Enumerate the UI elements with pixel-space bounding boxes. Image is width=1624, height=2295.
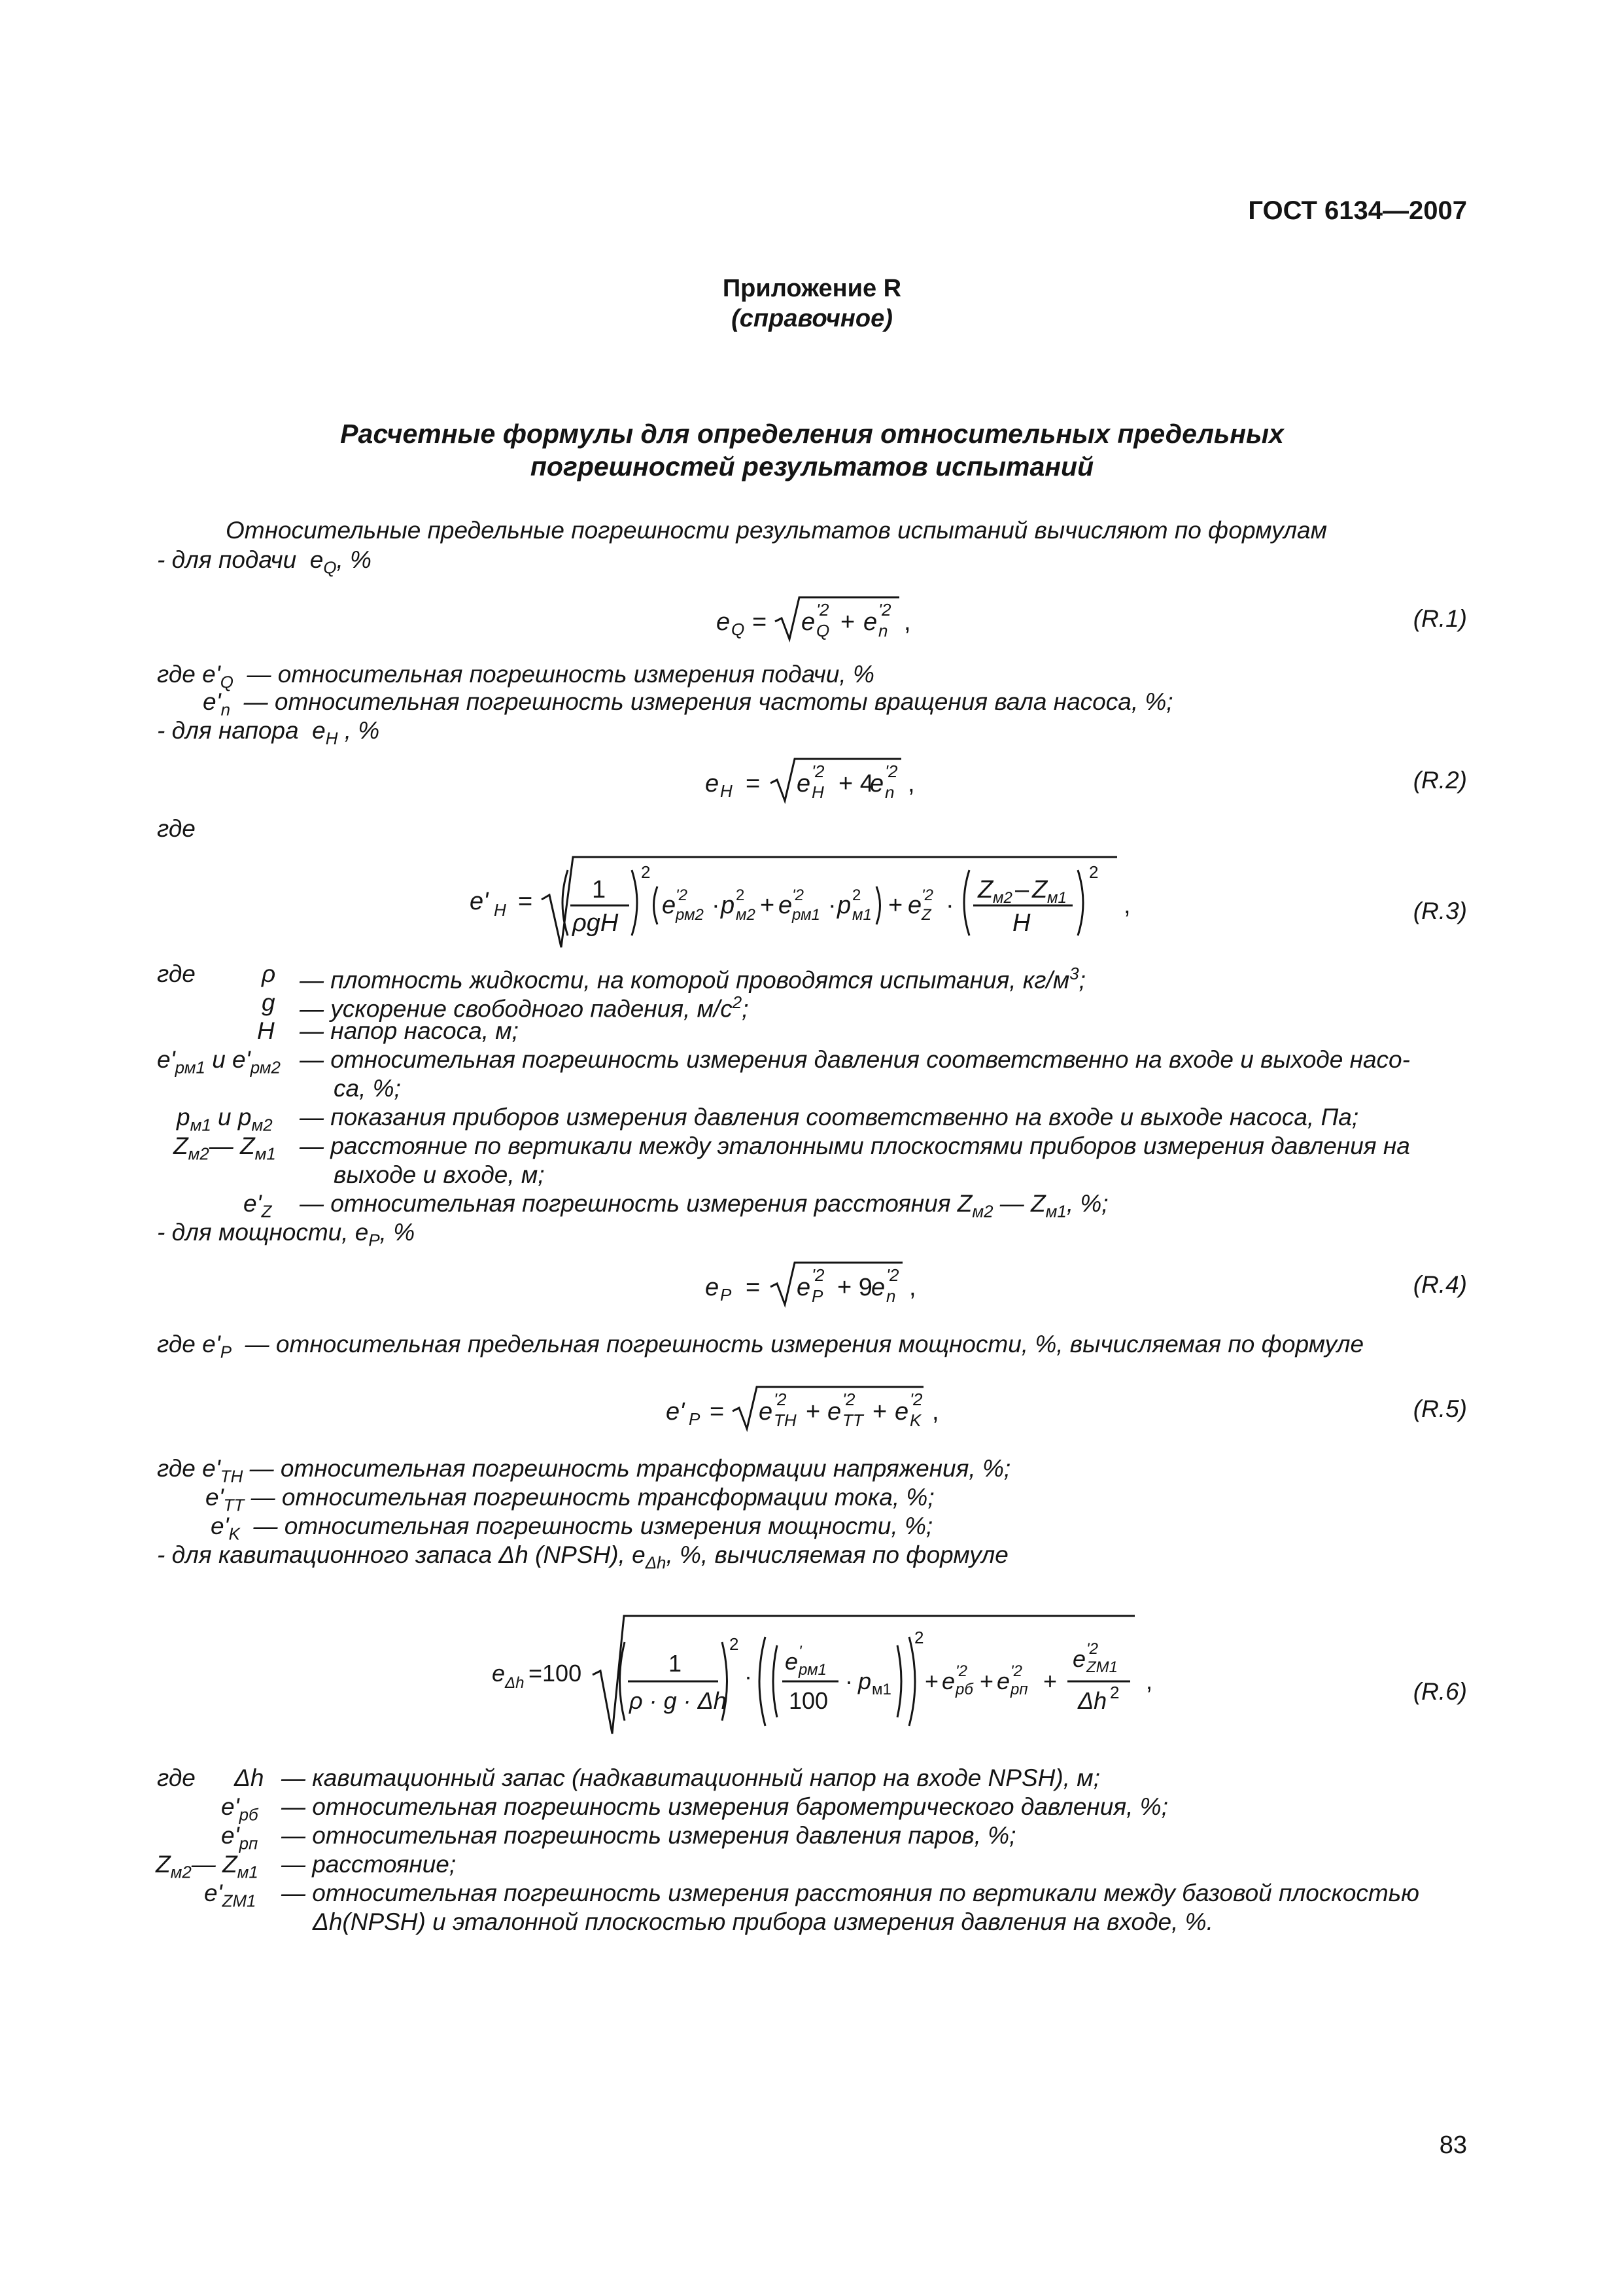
svg-text:2: 2 (641, 862, 651, 882)
def-g-desc: — ускорение свободного падения, $м/с^2$; (300, 994, 749, 1023)
svg-text:e': e' (666, 1398, 685, 1426)
svg-text:,: , (908, 770, 915, 797)
section-heading-line2: погрешностей результатов испытаний (530, 451, 1094, 482)
svg-text:e: e (870, 770, 884, 797)
svg-text:H: H (1012, 909, 1031, 937)
svg-text:Q: Q (731, 620, 745, 639)
svg-text:e: e (827, 1398, 842, 1426)
def-z6-desc: — расстояние; (281, 1851, 457, 1878)
svg-text:1: 1 (592, 876, 606, 903)
svg-text:2: 2 (1110, 1683, 1120, 1702)
def-ezm1-desc: — относительная погрешность измерения расстояния по вертикали между базовой плоскостью (281, 1880, 1419, 1906)
svg-text:+: + (806, 1398, 821, 1426)
svg-text:Q: Q (816, 621, 830, 640)
svg-text:e: e (662, 892, 676, 919)
def-z6-symbol: $Z_{м2}—$ $Z_{м1}$ (156, 1851, 258, 1882)
svg-text:м1: м1 (852, 906, 872, 924)
def-g-symbol: g (262, 989, 275, 1016)
svg-text:e: e (778, 892, 793, 919)
formula-r2 (0, 752, 1624, 811)
svg-text:=: = (746, 770, 761, 797)
svg-text:n: n (885, 782, 895, 802)
svg-text:·: · (946, 892, 954, 919)
svg-text:рм1: рм1 (792, 906, 820, 924)
svg-text:P: P (812, 1286, 823, 1306)
def-H-symbol: H (257, 1017, 275, 1044)
svg-text:'2: '2 (910, 1390, 923, 1409)
annex-title: Приложение R (722, 275, 902, 302)
svg-text:ρgH: ρgH (572, 909, 619, 937)
svg-text:+ 9: + 9 (837, 1274, 872, 1301)
svg-text:'2: '2 (886, 1265, 899, 1285)
svg-text:1: 1 (668, 1650, 682, 1677)
def-ez-symbol: $e'_Z$ (243, 1190, 272, 1221)
formula-r5 (0, 1380, 1624, 1439)
svg-text:=: = (710, 1398, 725, 1426)
svg-text:'2: '2 (885, 762, 898, 781)
flow-item (157, 545, 371, 583)
svg-text:'2: '2 (792, 886, 804, 904)
svg-text:,: , (932, 1398, 939, 1426)
def-dh-symbol: Δh (234, 1764, 264, 1791)
svg-text:'2: '2 (878, 600, 891, 620)
svg-text:': ' (799, 1643, 802, 1660)
svg-text:'2: '2 (774, 1390, 787, 1409)
def-eTT: $e'_{TT}$ — относительная погрешность трансформации тока, %; (205, 1484, 935, 1515)
svg-text:=: = (746, 1274, 761, 1301)
def-z-desc: — расстояние по вертикали между эталонными плоскостями приборов измерения давления на (300, 1132, 1410, 1159)
svg-text:TT: TT (842, 1410, 863, 1430)
def-pm-symbol: $p_{м1}$ и $p_{м2}$ (177, 1104, 273, 1135)
svg-text:+: + (760, 892, 775, 919)
flow-item-symbol: $e_Q$ (309, 546, 337, 578)
svg-text:'2: '2 (956, 1662, 967, 1680)
svg-text:'2: '2 (1011, 1662, 1022, 1680)
svg-text:м2: м2 (736, 906, 755, 924)
svg-text:рб: рб (956, 1681, 973, 1698)
svg-text:e: e (759, 1398, 773, 1426)
svg-text:'2: '2 (1086, 1640, 1098, 1658)
def-epm-desc2: са, %; (334, 1075, 401, 1102)
svg-text:'2: '2 (812, 1265, 825, 1285)
formula-r6 (0, 1609, 1624, 1740)
svg-text:e: e (895, 1398, 909, 1426)
svg-text:ρ · g · Δh: ρ · g · Δh (629, 1687, 727, 1714)
svg-text:e: e (797, 770, 811, 797)
def-epp-desc: — относительная погрешность измерения давления паров, %; (281, 1822, 1016, 1849)
svg-text:K: K (910, 1410, 922, 1430)
page-number: 83 (1439, 2131, 1467, 2159)
def-rho-symbol: ρ (262, 960, 276, 987)
svg-text:Z: Z (1032, 876, 1048, 903)
svg-text:100: 100 (789, 1687, 829, 1714)
def-rho-desc: — плотность жидкости, на которой проводятся испытания, $кг/м^3$; (300, 965, 1086, 994)
formula-r3 (0, 850, 1624, 955)
svg-text:+: + (872, 1398, 888, 1426)
svg-text:e: e (797, 1274, 811, 1301)
svg-text:·: · (828, 892, 837, 919)
svg-text:'2: '2 (922, 886, 933, 904)
svg-text:=: = (752, 608, 767, 636)
section-heading-line1: Расчетные формулы для определения относительных предельных (340, 419, 1284, 449)
svg-text:+ 4: + 4 (838, 770, 874, 797)
svg-text:'2: '2 (842, 1390, 855, 1409)
svg-text:Z: Z (978, 876, 993, 903)
svg-text:,: , (1124, 892, 1131, 919)
flow-item-label: - для подачи (157, 546, 297, 573)
formula-r1 (0, 592, 1624, 651)
head-item: - для напора $e_H$ , % (157, 717, 380, 748)
svg-text:e: e (863, 608, 878, 636)
svg-text:p: p (721, 892, 735, 919)
flow-item-unit: , % (336, 546, 371, 573)
svg-text:e: e (942, 1668, 956, 1694)
annex-subtitle: (справочное) (731, 305, 893, 332)
equation-number-r2: (R.2) (1413, 767, 1467, 794)
svg-text:2: 2 (729, 1634, 739, 1654)
def-ez-desc: — относительная погрешность измерения расстояния $Z_{м2}$ — $Z_{м1}$, %; (300, 1190, 1109, 1221)
svg-text:'2: '2 (676, 886, 687, 904)
svg-text:e: e (801, 608, 816, 636)
svg-text:2: 2 (1089, 862, 1099, 882)
svg-text:e: e (871, 1274, 886, 1301)
svg-text:'2: '2 (816, 600, 829, 620)
svg-text:м1: м1 (1047, 889, 1067, 907)
svg-text:e: e (705, 1274, 719, 1301)
svg-text:рм2: рм2 (676, 906, 704, 924)
svg-text:'2: '2 (812, 762, 825, 781)
svg-text:Δh: Δh (1078, 1687, 1107, 1714)
svg-text:,: , (909, 1274, 916, 1301)
svg-text:ZM1: ZM1 (1086, 1658, 1118, 1676)
def-epm-symbol: $e'_{рм1}$ и $e'_{рм2}$ (157, 1046, 281, 1077)
def-where-r3: где (157, 960, 196, 987)
svg-text:м2: м2 (993, 889, 1012, 907)
def-ezm1-desc2: Δh(NPSH) и эталонной плоскостью прибора измерения давления на входе, %. (313, 1908, 1213, 1935)
svg-text:e: e (1073, 1645, 1086, 1672)
def-eP: где $e'_P$ — относительная предельная погрешность измерения мощности, %, вычисляемая по формуле (157, 1331, 1364, 1362)
svg-text:·: · (712, 892, 720, 919)
equation-number-r6: (R.6) (1413, 1678, 1467, 1705)
svg-text:e': e' (470, 888, 489, 915)
svg-text:n: n (886, 1286, 896, 1306)
svg-text:H: H (494, 900, 506, 920)
svg-text:2: 2 (914, 1628, 924, 1647)
svg-text:–: – (1015, 876, 1029, 903)
svg-text:2: 2 (736, 886, 745, 904)
svg-text:p: p (858, 1668, 872, 1694)
svg-text:H: H (812, 782, 824, 802)
svg-text:2: 2 (852, 886, 861, 904)
npsh-item: - для кавитационного запаса Δh (NPSH), $e_{\Delta h}$, %, вычисляемая по формуле (157, 1541, 1009, 1573)
equation-number-r5: (R.5) (1413, 1395, 1467, 1422)
def-eTH: где $e'_{TH}$ — относительная погрешность трансформации напряжения, %; (157, 1455, 1011, 1486)
svg-text:P: P (689, 1409, 700, 1429)
def-eK: $e'_K$ — относительная погрешность измерения мощности, %; (211, 1513, 933, 1544)
def-epm-desc: — относительная погрешность измерения давления соответственно на входе и выходе насо- (300, 1046, 1410, 1073)
def-epb-desc: — относительная погрешность измерения барометрического давления, %; (281, 1793, 1168, 1820)
svg-text:e: e (785, 1648, 799, 1675)
intro-text: Относительные предельные погрешности результатов испытаний вычисляют по формулам (226, 517, 1327, 544)
def-z-desc2: выходе и входе, м; (334, 1161, 545, 1188)
def-dh-desc: — кавитационный запас (надкавитационный напор на входе NPSH), м; (281, 1764, 1100, 1791)
svg-text:+: + (925, 1668, 939, 1694)
equation-number-r3: (R.3) (1413, 898, 1467, 924)
svg-text:·: · (744, 1663, 752, 1690)
svg-text:=: = (518, 888, 533, 915)
svg-text:H: H (720, 781, 733, 801)
svg-text:рм1: рм1 (799, 1661, 827, 1679)
svg-text:p: p (837, 892, 852, 919)
svg-text:e: e (716, 608, 731, 636)
power-item: - для мощности, $e_P$, % (157, 1219, 415, 1250)
def-z-symbol: $Z_{м2}—$ $Z_{м1}$ (173, 1132, 276, 1164)
svg-text:м1: м1 (872, 1681, 891, 1698)
svg-text:Δh: Δh (505, 1674, 525, 1692)
svg-text:P: P (720, 1285, 732, 1305)
svg-text:+: + (888, 892, 903, 919)
svg-text:e: e (997, 1668, 1011, 1694)
svg-text:e: e (908, 892, 922, 919)
svg-text:,: , (904, 608, 911, 636)
svg-text:Z: Z (922, 906, 931, 924)
def-en: $e'_n$ — относительная погрешность измерения частоты вращения вала насоса, %; (203, 688, 1173, 720)
formula-r4 (0, 1256, 1624, 1315)
def-eQ: где $e'_Q$ — относительная погрешность измерения подачи, % (157, 661, 874, 692)
where-r2: где (157, 815, 196, 842)
svg-text:e: e (705, 770, 719, 797)
svg-text:+: + (980, 1668, 994, 1694)
svg-text:=100: =100 (528, 1660, 582, 1687)
def-epb-symbol: $e'_{рб}$ (221, 1793, 258, 1825)
def-ezm1-symbol: $e'_{ZM1}$ (204, 1880, 256, 1911)
svg-text:+: + (1043, 1668, 1058, 1694)
def-where-r6: где (157, 1764, 196, 1791)
def-pm-desc: — показания приборов измерения давления соответственно на входе и выходе насоса, Па; (300, 1104, 1359, 1130)
document-code: ГОСТ 6134—2007 (1248, 196, 1467, 225)
svg-text:n: n (878, 621, 888, 640)
def-H-desc: — напор насоса, м; (300, 1017, 519, 1044)
equation-number-r4: (R.4) (1413, 1271, 1467, 1298)
svg-text:·: · (845, 1668, 853, 1694)
def-epp-symbol: $e'_{рп}$ (221, 1822, 258, 1853)
svg-text:,: , (1146, 1668, 1153, 1694)
equation-number-r1: (R.1) (1413, 605, 1467, 632)
svg-text:TH: TH (774, 1410, 797, 1430)
svg-text:+: + (840, 608, 855, 636)
svg-text:рп: рп (1011, 1681, 1028, 1698)
svg-text:e: e (492, 1660, 506, 1687)
